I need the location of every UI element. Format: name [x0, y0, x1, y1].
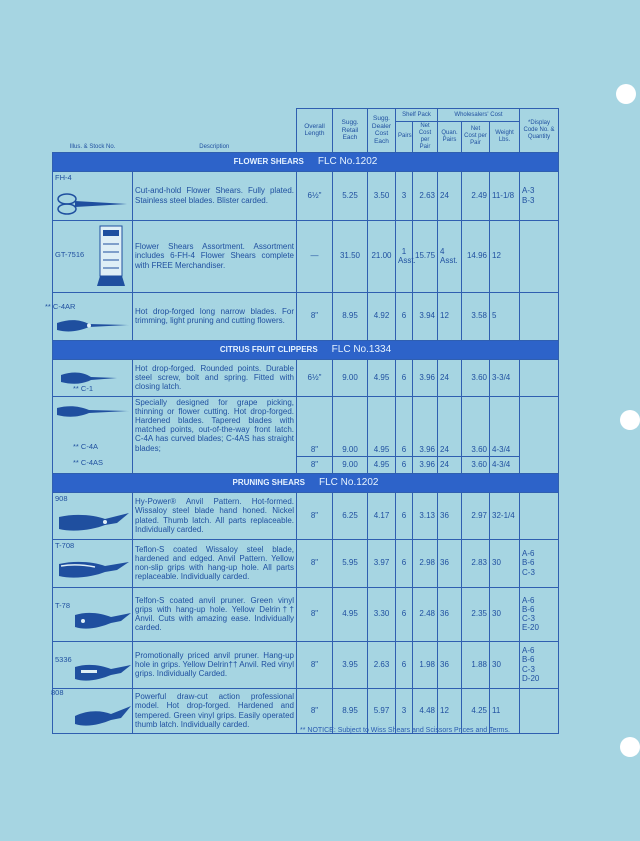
shelf-pairs: 6	[396, 456, 413, 473]
table-row	[53, 220, 559, 292]
sugg-retail: 9.00	[333, 359, 368, 396]
overall-length: —	[297, 220, 333, 292]
section-title: FLOWER SHEARS	[233, 156, 304, 166]
ws-net-cost: 3.60	[462, 396, 490, 456]
shelf-net-cost: 1.98	[413, 641, 438, 688]
description: Hot drop-forged long narrow blades. For trimming, light pruning and cutting flowers.	[133, 292, 297, 340]
overall-length: 8"	[297, 292, 333, 340]
table-row	[53, 539, 559, 587]
sugg-dealer: 5.97	[368, 688, 396, 733]
ws-net-cost: 2.97	[462, 492, 490, 539]
stock-number: GT-7516	[55, 249, 85, 259]
weight: 5	[490, 292, 520, 340]
merchandiser-display-icon	[97, 224, 127, 288]
stock-number: FH-4	[55, 172, 72, 182]
shelf-pairs: 6	[396, 359, 413, 396]
sugg-dealer: 21.00	[368, 220, 396, 292]
header-weight: Weight Lbs.	[490, 122, 520, 153]
display-code	[520, 396, 559, 473]
display-code: A-6 B-6 C-3 D-20	[520, 641, 559, 688]
weight: 12	[490, 220, 520, 292]
flower-shears-icon	[55, 187, 131, 217]
red-grip-pruner-icon	[73, 657, 133, 685]
sugg-dealer: 2.63	[368, 641, 396, 688]
description: Telfon-S coated anvil pruner. Green vinyl grips with hang-up hole. Yellow Delrin†† Anvil. Cuts with amazing ease. Individually carded.	[133, 587, 297, 641]
ws-quan-pairs: 36	[438, 641, 462, 688]
grape-clipper-icon	[55, 402, 131, 422]
binder-hole-bottom	[620, 737, 640, 757]
binder-hole-middle	[620, 410, 640, 430]
table-row	[53, 396, 559, 456]
section-pruning-shears	[53, 473, 559, 492]
header-pairs: Pairs	[396, 122, 413, 153]
shelf-net-cost: 15.75	[413, 220, 438, 292]
ws-quan-pairs: 36	[438, 587, 462, 641]
ws-net-cost: 2.35	[462, 587, 490, 641]
description: Promotionally priced anvil pruner. Hang-up hole in grips. Yellow Delrin†† Anvil. Red vinyl grips. Individually Carded.	[133, 641, 297, 688]
sugg-dealer: 4.17	[368, 492, 396, 539]
display-code	[520, 359, 559, 396]
ws-quan-pairs: 36	[438, 492, 462, 539]
header-ws-net-cost: Net Cost per Pair	[462, 122, 490, 153]
description: Powerful draw-cut action professional model. Hot drop-forged. Hardened and tempered. Green vinyl grips. Easily operated thumb latch. Individually carded.	[133, 688, 297, 733]
sugg-retail: 5.95	[333, 539, 368, 587]
section-title: CITRUS FRUIT CLIPPERS	[219, 344, 318, 354]
stock-number: T-708	[55, 540, 75, 550]
sugg-retail: 8.95	[333, 292, 368, 340]
ws-net-cost: 1.88	[462, 641, 490, 688]
display-code	[520, 492, 559, 539]
display-code: A-6 B-6 C-3 E-20	[520, 587, 559, 641]
illustration-cell	[53, 641, 133, 688]
shelf-pairs: 6	[396, 641, 413, 688]
sugg-dealer: 3.50	[368, 171, 396, 220]
display-code	[520, 220, 559, 292]
header-net-cost: Net Cost per Pair	[413, 122, 438, 153]
ws-quan-pairs: 24	[438, 456, 462, 473]
long-nose-clipper-icon	[55, 315, 131, 337]
ws-quan-pairs: 12	[438, 688, 462, 733]
header-display-code: *Display Code No. & Quantity	[520, 109, 559, 153]
header-sugg-dealer: Sugg. Dealer Cost Each	[368, 109, 396, 153]
description: Hy-Power® Anvil Pattern. Hot-formed. Wissaloy steel blade hand honed. Nickel plated. Thumb latch. All parts replaceable. Individually carded.	[133, 492, 297, 539]
teflon-pruner-icon	[55, 554, 131, 584]
header-shelf-pack: Shelf Pack	[396, 109, 438, 122]
illustration-cell	[53, 171, 133, 220]
overall-length: 6½"	[297, 171, 333, 220]
shelf-net-cost: 3.96	[413, 456, 438, 473]
illustration-cell	[53, 359, 133, 396]
description: Hot drop-forged. Rounded points. Durable steel screw, bolt and spring. Fitted with closing latch.	[133, 359, 297, 396]
illustration-cell	[53, 688, 133, 733]
shelf-net-cost: 4.48	[413, 688, 438, 733]
table-row	[53, 492, 559, 539]
description: Specially designed for grape picking, thinning or flower cutting. Hot drop-forged. Hardened blades. Tapered blades with matched points, out-of-the-way front latch. C-4A has curved blades; C-4AS has straight blades;	[133, 396, 297, 473]
sugg-retail: 31.50	[333, 220, 368, 292]
shelf-pairs: 6	[396, 587, 413, 641]
stock-number: T-78	[55, 600, 71, 610]
description: Teflon-S coated Wissaloy steel blade, hardened and edged. Anvil Pattern. Yellow non-slip grips with hang-up hole. All parts replaceable. Individually carded.	[133, 539, 297, 587]
overall-length: 8"	[297, 396, 333, 456]
stock-number: 908	[55, 493, 68, 503]
table-row	[53, 641, 559, 688]
shelf-net-cost: 2.48	[413, 587, 438, 641]
ws-net-cost: 2.83	[462, 539, 490, 587]
header-wholesalers-cost: Wholesalers' Cost	[438, 109, 520, 122]
sugg-dealer: 4.95	[368, 456, 396, 473]
description: Cut-and-hold Flower Shears. Fully plated. Stainless steel blades. Blister carded.	[133, 171, 297, 220]
header-quan-pairs: Quan. Pairs	[438, 122, 462, 153]
shelf-net-cost: 3.96	[413, 359, 438, 396]
ws-quan-pairs: 24	[438, 396, 462, 456]
overall-length: 8"	[297, 641, 333, 688]
draw-cut-pruner-icon	[73, 702, 133, 730]
weight: 11-1/8	[490, 171, 520, 220]
section-flc: FLC No.1202	[317, 155, 378, 167]
ws-quan-pairs: 12	[438, 292, 462, 340]
weight: 4-3/4	[490, 396, 520, 456]
sugg-retail: 3.95	[333, 641, 368, 688]
overall-length: 8"	[297, 456, 333, 473]
overall-length: 8"	[297, 492, 333, 539]
sugg-dealer: 4.92	[368, 292, 396, 340]
sugg-dealer: 4.95	[368, 359, 396, 396]
illustration-cell	[45, 292, 133, 340]
stock-number: ** C-4A	[73, 441, 99, 451]
illustration-cell	[53, 587, 133, 641]
shelf-pairs: 6	[396, 292, 413, 340]
ws-net-cost: 2.49	[462, 171, 490, 220]
shelf-pairs: 3	[396, 171, 413, 220]
illustration-cell	[53, 492, 133, 539]
illustration-cell	[53, 539, 133, 587]
sugg-dealer: 3.30	[368, 587, 396, 641]
header-sugg-retail: Sugg. Retail Each	[333, 109, 368, 153]
shelf-net-cost: 2.63	[413, 171, 438, 220]
sugg-retail: 6.25	[333, 492, 368, 539]
shelf-pairs: 1 Asst.	[396, 220, 413, 292]
stock-number: 5336	[55, 654, 72, 664]
shelf-pairs: 6	[396, 396, 413, 456]
shelf-pairs: 6	[396, 539, 413, 587]
shelf-net-cost: 3.94	[413, 292, 438, 340]
overall-length: 8"	[297, 539, 333, 587]
illustration-cell	[53, 220, 133, 292]
description: Flower Shears Assortment. Assortment includes 6-FH-4 Flower Shears complete with FREE Merchandiser.	[133, 220, 297, 292]
ws-net-cost: 3.58	[462, 292, 490, 340]
stock-number: ** C-4AS	[73, 457, 104, 467]
shelf-pairs: 6	[396, 492, 413, 539]
ws-quan-pairs: 36	[438, 539, 462, 587]
overall-length: 8"	[297, 688, 333, 733]
weight: 3-3/4	[490, 359, 520, 396]
shelf-net-cost: 3.96	[413, 396, 438, 456]
table-row	[53, 359, 559, 396]
green-grip-pruner-icon	[73, 605, 133, 635]
shelf-net-cost: 3.13	[413, 492, 438, 539]
table-row	[53, 171, 559, 220]
ws-quan-pairs: 24	[438, 359, 462, 396]
sugg-retail: 8.95	[333, 688, 368, 733]
illustration-cell	[53, 396, 133, 473]
ws-quan-pairs: 24	[438, 171, 462, 220]
table-row	[53, 587, 559, 641]
ws-net-cost: 3.60	[462, 456, 490, 473]
weight: 30	[490, 641, 520, 688]
stock-number: ** C-1	[73, 383, 94, 393]
display-code: A-6 B-6 C-3	[520, 539, 559, 587]
section-citrus-fruit-clippers	[53, 340, 559, 359]
shelf-net-cost: 2.98	[413, 539, 438, 587]
weight: 4-3/4	[490, 456, 520, 473]
weight: 32-1/4	[490, 492, 520, 539]
binder-hole-top	[616, 84, 636, 104]
ws-net-cost: 4.25	[462, 688, 490, 733]
sugg-retail: 9.00	[333, 396, 368, 456]
sugg-retail: 4.95	[333, 587, 368, 641]
header-overall-length: Overall Length	[297, 109, 333, 153]
anvil-pruner-icon	[55, 507, 131, 537]
ws-net-cost: 3.60	[462, 359, 490, 396]
sugg-dealer: 3.97	[368, 539, 396, 587]
display-code	[520, 688, 559, 733]
section-title: PRUNING SHEARS	[232, 477, 305, 487]
overall-length: 8"	[297, 587, 333, 641]
stock-number: ** C-4AR	[45, 301, 76, 311]
shelf-pairs: 3	[396, 688, 413, 733]
display-code	[520, 292, 559, 340]
display-code: A-3 B-3	[520, 171, 559, 220]
weight: 30	[490, 587, 520, 641]
table-row	[53, 292, 559, 340]
header-illus-stock: Illus. & Stock No.	[69, 143, 116, 150]
ws-quan-pairs: 4 Asst.	[438, 220, 462, 292]
section-flower-shears	[53, 152, 559, 171]
section-flc: FLC No.1202	[318, 476, 379, 488]
price-table	[45, 108, 559, 734]
overall-length: 6½"	[297, 359, 333, 396]
notice-footnote: ** NOTICE: Subject to Wiss Shears and Scissors Prices and Terms.	[300, 727, 510, 734]
section-flc: FLC No.1334	[331, 343, 392, 355]
weight: 11	[490, 688, 520, 733]
ws-net-cost: 14.96	[462, 220, 490, 292]
stock-number: 808	[51, 687, 64, 697]
sugg-dealer: 4.95	[368, 396, 396, 456]
sugg-retail: 9.00	[333, 456, 368, 473]
sugg-retail: 5.25	[333, 171, 368, 220]
header-description: Description	[199, 143, 230, 150]
weight: 30	[490, 539, 520, 587]
